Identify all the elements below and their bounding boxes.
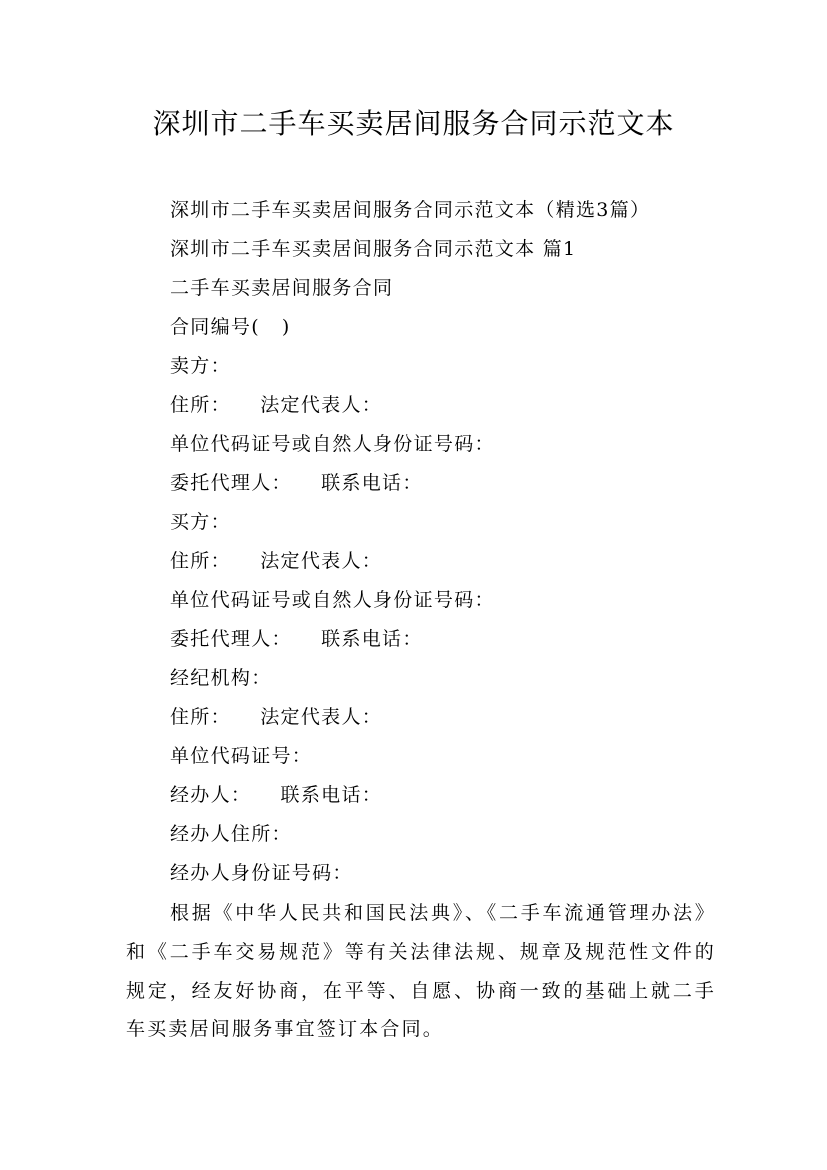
seller-agent-line: 委托代理人： 联系电话： <box>170 472 423 494</box>
document-title: 深圳市二手车买卖居间服务合同示范文本 <box>152 107 675 140</box>
seller-id-line: 单位代码证号或自然人身份证号码： <box>170 433 495 455</box>
buyer-id-line: 单位代码证号或自然人身份证号码： <box>170 589 495 611</box>
contract-number: 合同编号( ) <box>170 316 291 338</box>
buyer-address-line: 住所： 法定代表人： <box>170 550 383 572</box>
broker-code-line: 单位代码证号： <box>170 745 313 767</box>
contract-name: 二手车买卖居间服务合同 <box>170 277 394 299</box>
buyer-agent-line: 委托代理人： 联系电话： <box>170 628 423 650</box>
seller-address-line: 住所： 法定代表人： <box>170 394 383 416</box>
buyer-label: 买方： <box>170 511 231 533</box>
subtitle-line: 深圳市二手车买卖居间服务合同示范文本（精选3篇） <box>170 199 651 221</box>
handler-address-line: 经办人住所： <box>170 823 292 845</box>
section-heading: 深圳市二手车买卖居间服务合同示范文本 篇1 <box>170 238 577 260</box>
document-lines <box>0 191 827 893</box>
handler-line: 经办人： 联系电话： <box>170 784 383 806</box>
handler-id-line: 经办人身份证号码： <box>170 862 353 884</box>
body-paragraph: 根据《中华人民共和国民法典》、《二手车流通管理办法》和《二手车交易规范》等有关法律法规、规章及规范性文件的规定，经友好协商，在平等、自愿、协商一致的基础上就二手车买卖居间服务事宜签订本合同。 <box>126 902 716 1041</box>
broker-address-line: 住所： 法定代表人： <box>170 706 383 728</box>
broker-label: 经纪机构： <box>170 667 272 689</box>
seller-label: 卖方： <box>170 355 231 377</box>
